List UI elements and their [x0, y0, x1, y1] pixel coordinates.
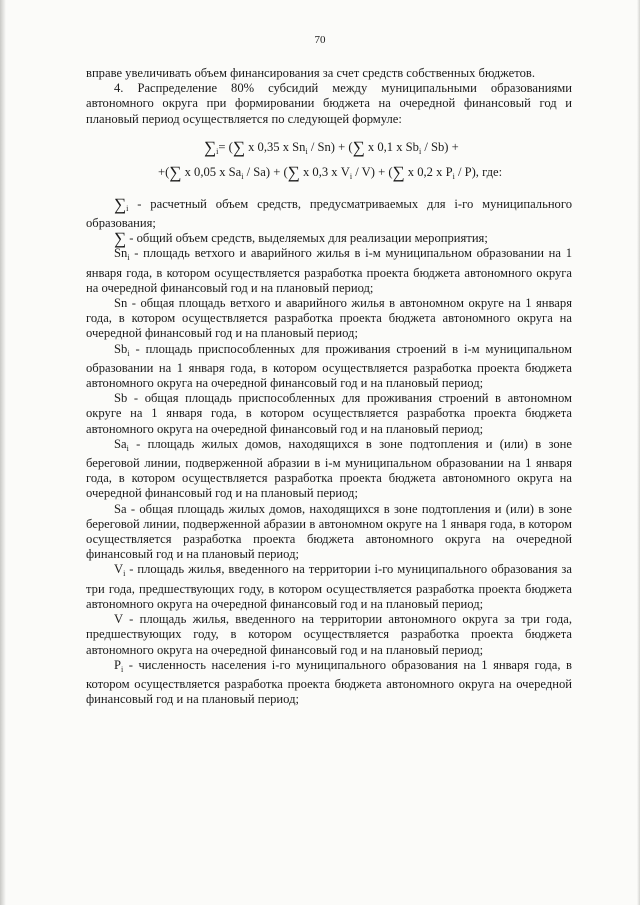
definition-vi: $V_i$ - площадь жилья, введенного на территории i-го муниципального образования за три года, предшествующих году, в котором осуществляется разработка проекта бюджета автономного округа на очередной финансовый год и на плановый период; — [86, 562, 572, 611]
formula-line-1: $\sum_i=$ (∑ х 0,35 х $Sn_i / Sn$) + (∑ х 0,1 х $Sb_i / Sb$) + — [204, 137, 459, 157]
sigma-symbol: ∑ — [287, 162, 300, 182]
formula-line-2: +(∑ х 0,05 х $Sa_i / Sa$) + (∑ х 0,3 х $V_i / V$) + (∑ х 0,2 х $P_i / P$), где: — [158, 162, 503, 182]
definition-sn: Sn - общая площадь ветхого и аварийного жилья в автономном округе на 1 января года, в котором осуществляется разработка проекта бюджета автономного округа на очередной финансовый год и на плановый период; — [86, 296, 572, 341]
sigma-symbol: ∑ — [232, 137, 245, 157]
sigma-symbol: ∑ — [352, 137, 365, 157]
document-body — [86, 66, 572, 707]
definition-v: V - площадь жилья, введенного на территории автономного округа за три года, предшествующих году, в котором осуществляется разработка проекта бюджета автономного округа на очередной финансовый год и на плановый период; — [86, 612, 572, 657]
definition-sum-i: $\sum_i$ - расчетный объем средств, предусматриваемых для i-го муниципального образования; — [86, 194, 572, 231]
page-number: 70 — [314, 34, 326, 46]
definition-sb: Sb - общая площадь приспособленных для проживания строений в автономном округе на 1 января года, в котором осуществляется разработка проекта бюджета автономного округа на очередной финансовый год и на плановый период; — [86, 391, 572, 436]
definition-sni: $Sn_i$ - площадь ветхого и аварийного жилья в i-м муниципальном образовании на 1 января года, в котором осуществляется разработка проекта бюджета автономного округа на очередной финансовый год и на плановый период; — [86, 246, 572, 295]
distribution-formula — [86, 137, 572, 187]
sigma-symbol: ∑ — [204, 137, 217, 157]
definition-sai: $Sa_i$ - площадь жилых домов, находящихся в зоне подтопления и (или) в зоне береговой линии, подверженной абразии в i-м муниципальном образовании на 1 января года, в котором осуществляется разработка проекта бюджета автономного округа на очередной финансовый год и на плановый период; — [86, 436, 572, 501]
definition-sbi: $Sb_i$ - площадь приспособленных для проживания строений в i-м муниципальном образовании на 1 января года, в котором осуществляется разработка проекта бюджета автономного округа на очередной финансовый год и на плановый период; — [86, 341, 572, 391]
scan-edge-left — [0, 0, 6, 905]
sigma-symbol: ∑ — [392, 162, 405, 182]
sigma-symbol: ∑ — [169, 162, 182, 182]
definition-sum: ∑ - общий объем средств, выделяемых для реализации мероприятия; — [114, 229, 488, 249]
definition-sa: Sa - общая площадь жилых домов, находящихся в зоне подтопления и (или) в зоне береговой линии, подверженной абразии в автономном округе на 1 января года, в котором осуществляется разработка проекта бюджета автономного округа на очередной финансовый год и на плановый период; — [86, 501, 572, 562]
intro-paragraph: вправе увеличивать объем финансирования за счет средств собственных бюджетов. — [86, 66, 535, 80]
definition-pi: $P_i$ - численность населения i-го муниципального образования на 1 января года, в котором осуществляется разработка проекта бюджета автономного округа на очередной финансовый год и на плановый период; — [86, 657, 572, 707]
point-4-paragraph: 4. Распределение 80% субсидий между муниципальными образованиями автономного округа при формировании бюджета на очередной финансовый год и плановый период осуществляется по следующей формуле: — [86, 81, 572, 126]
